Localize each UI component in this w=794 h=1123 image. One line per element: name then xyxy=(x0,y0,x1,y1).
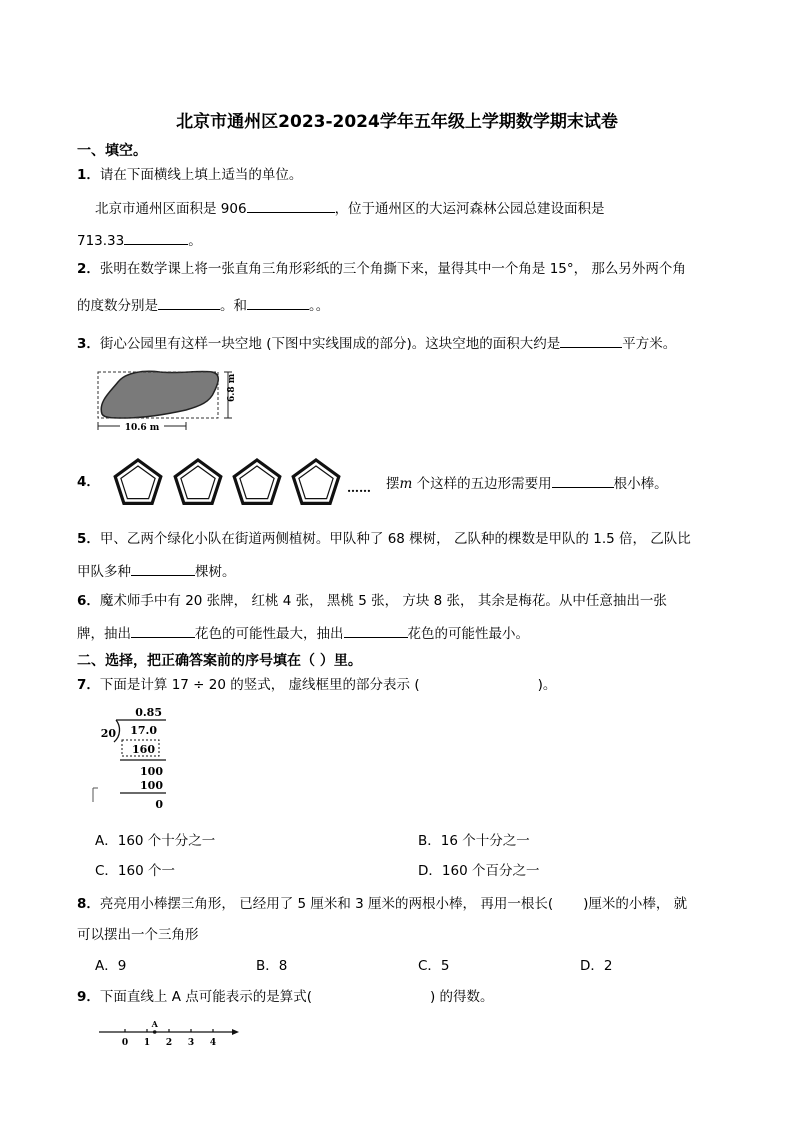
answer-blank[interactable] xyxy=(552,473,614,488)
text: 棵树。 xyxy=(195,564,236,580)
width-label: 10.6 m xyxy=(124,423,160,433)
text: 。和 xyxy=(220,298,247,314)
number-line-tick-label: 0 xyxy=(121,1038,129,1048)
quotient: 0.85 xyxy=(135,706,162,719)
text: 张明在数学课上将一张直角三角形彩纸的三个角撕下来，量得其中一个角是 15°， 那么另外两个角 xyxy=(99,261,686,277)
text: 花色的可能性最小。 xyxy=(407,626,529,642)
answer-blank[interactable] xyxy=(247,295,309,310)
text: 下面直线上 A 点可能表示的是算式( xyxy=(99,989,312,1005)
question-number: 7． xyxy=(77,677,100,693)
number-line-tick-label: 2 xyxy=(165,1038,173,1048)
option-7-c[interactable]: C．160 个一 xyxy=(95,863,175,879)
long-division-figure xyxy=(90,702,175,818)
number-line-tick-label: 1 xyxy=(143,1038,151,1048)
dividend: 17.0 xyxy=(130,724,157,737)
section-1-heading: 一、填空。 xyxy=(77,143,147,159)
text: 街心公园里有这样一块空地 (下图中实线围成的部分)。这块空地的面积大约是 xyxy=(99,336,561,352)
option-7-b[interactable]: B．16 个十分之一 xyxy=(418,833,530,849)
number-line-tick-label: 3 xyxy=(187,1038,195,1048)
section-2-heading: 二、选择，把正确答案前的序号填在（ ）里。 xyxy=(77,653,362,669)
height-label: 6.8 m xyxy=(227,373,237,402)
pentagon-sticks-figure xyxy=(100,450,385,515)
answer-blank[interactable] xyxy=(344,623,408,638)
text: 牌，抽出 xyxy=(77,626,131,642)
question-number: 5． xyxy=(77,531,100,547)
text: 平方米。 xyxy=(622,336,677,352)
text: 甲队多种 xyxy=(77,564,131,580)
answer-blank[interactable] xyxy=(560,333,622,348)
question-number: 1． xyxy=(77,167,100,183)
option-8-a[interactable]: A．9 xyxy=(95,958,127,974)
number-line-tick-label: 4 xyxy=(209,1038,217,1048)
text: 。 xyxy=(188,233,202,249)
text: 的度数分别是 xyxy=(77,298,158,314)
question-stem: 请在下面横线上填上适当的单位。 xyxy=(99,167,303,183)
text: 花色的可能性最大，抽出 xyxy=(195,626,344,642)
text: 亮亮用小棒摆三角形， 已经用了 5 厘米和 3 厘米的两根小棒， 再用一根长( xyxy=(99,896,554,912)
number-line-figure xyxy=(95,1018,245,1052)
point-a-label: A xyxy=(151,1019,158,1029)
pentagon-2 xyxy=(175,460,221,503)
question-5-line-1 xyxy=(77,530,691,548)
question-2-line-2 xyxy=(77,295,329,315)
second-subtrahend: 100 xyxy=(140,779,163,792)
question-2-line-1 xyxy=(77,260,686,278)
plot-shape xyxy=(101,371,218,418)
question-1 xyxy=(77,166,302,184)
variable-m: m xyxy=(399,476,413,492)
point-a-marker xyxy=(153,1030,157,1034)
question-number: 9． xyxy=(77,989,100,1005)
pentagon-3 xyxy=(234,460,280,503)
question-1-line-2 xyxy=(77,230,202,250)
text: 713.33 xyxy=(77,233,125,249)
text: )。 xyxy=(537,677,557,693)
answer-blank[interactable] xyxy=(124,230,188,245)
text: 摆 xyxy=(386,476,400,492)
question-number: 2． xyxy=(77,261,100,277)
text: 根小棒。 xyxy=(613,476,668,492)
answer-blank[interactable] xyxy=(158,295,220,310)
pentagon-4 xyxy=(293,460,339,503)
question-4-number: 4． xyxy=(77,474,100,490)
question-7 xyxy=(77,676,556,694)
page-title: 北京市通州区2023-2024学年五年级上学期数学期末试卷 xyxy=(176,112,618,132)
irregular-plot-figure xyxy=(88,362,238,436)
remainder: 0 xyxy=(155,798,163,811)
text: ) 的得数。 xyxy=(430,989,494,1005)
question-5-line-2 xyxy=(77,561,236,581)
question-number: 3． xyxy=(77,336,100,352)
question-number: 6． xyxy=(77,593,100,609)
text: 下面是计算 17 ÷ 20 的竖式， 虚线框里的部分表示 ( xyxy=(99,677,420,693)
question-3 xyxy=(77,333,676,353)
continuation-dots: …… xyxy=(347,481,371,495)
text: 魔术师手中有 20 张牌， 红桃 4 张， 黑桃 5 张， 方块 8 张， 其余是梅花。从中任意抽出一张 xyxy=(99,593,667,609)
question-1-line-1 xyxy=(95,198,605,218)
text: ，位于通州区的大运河森林公园总建设面积是 xyxy=(334,201,605,217)
boxed-subtrahend: 160 xyxy=(132,743,155,756)
option-8-d[interactable]: D．2 xyxy=(580,958,613,974)
question-8-line-1 xyxy=(77,895,687,913)
arrow-head xyxy=(232,1029,239,1035)
text: 。。 xyxy=(309,298,330,314)
question-number: 8． xyxy=(77,896,100,912)
option-8-b[interactable]: B．8 xyxy=(256,958,288,974)
question-8-line-2: 可以摆出一个三角形 xyxy=(77,927,199,943)
option-7-d[interactable]: D．160 个百分之一 xyxy=(418,863,540,879)
text: )厘米的小棒， 就 xyxy=(583,896,688,912)
divisor: 20 xyxy=(100,727,116,740)
option-8-c[interactable]: C．5 xyxy=(418,958,450,974)
partial-remainder: 100 xyxy=(140,765,163,778)
question-9 xyxy=(77,988,494,1006)
answer-blank[interactable] xyxy=(131,561,195,576)
text: 个这样的五边形需要用 xyxy=(412,476,552,492)
answer-blank[interactable] xyxy=(131,623,195,638)
text: 甲、乙两个绿化小队在街道两侧植树。甲队种了 68 棵树， 乙队种的棵数是甲队的 1.5 倍， 乙队比 xyxy=(99,531,691,547)
answer-blank[interactable] xyxy=(247,198,335,213)
option-7-a[interactable]: A．160 个十分之一 xyxy=(95,833,216,849)
question-6-line-2 xyxy=(77,623,529,643)
question-6-line-1 xyxy=(77,592,667,610)
question-4-text xyxy=(386,473,668,493)
text: 北京市通州区面积是 906 xyxy=(95,201,247,217)
pentagon-1 xyxy=(115,460,161,503)
